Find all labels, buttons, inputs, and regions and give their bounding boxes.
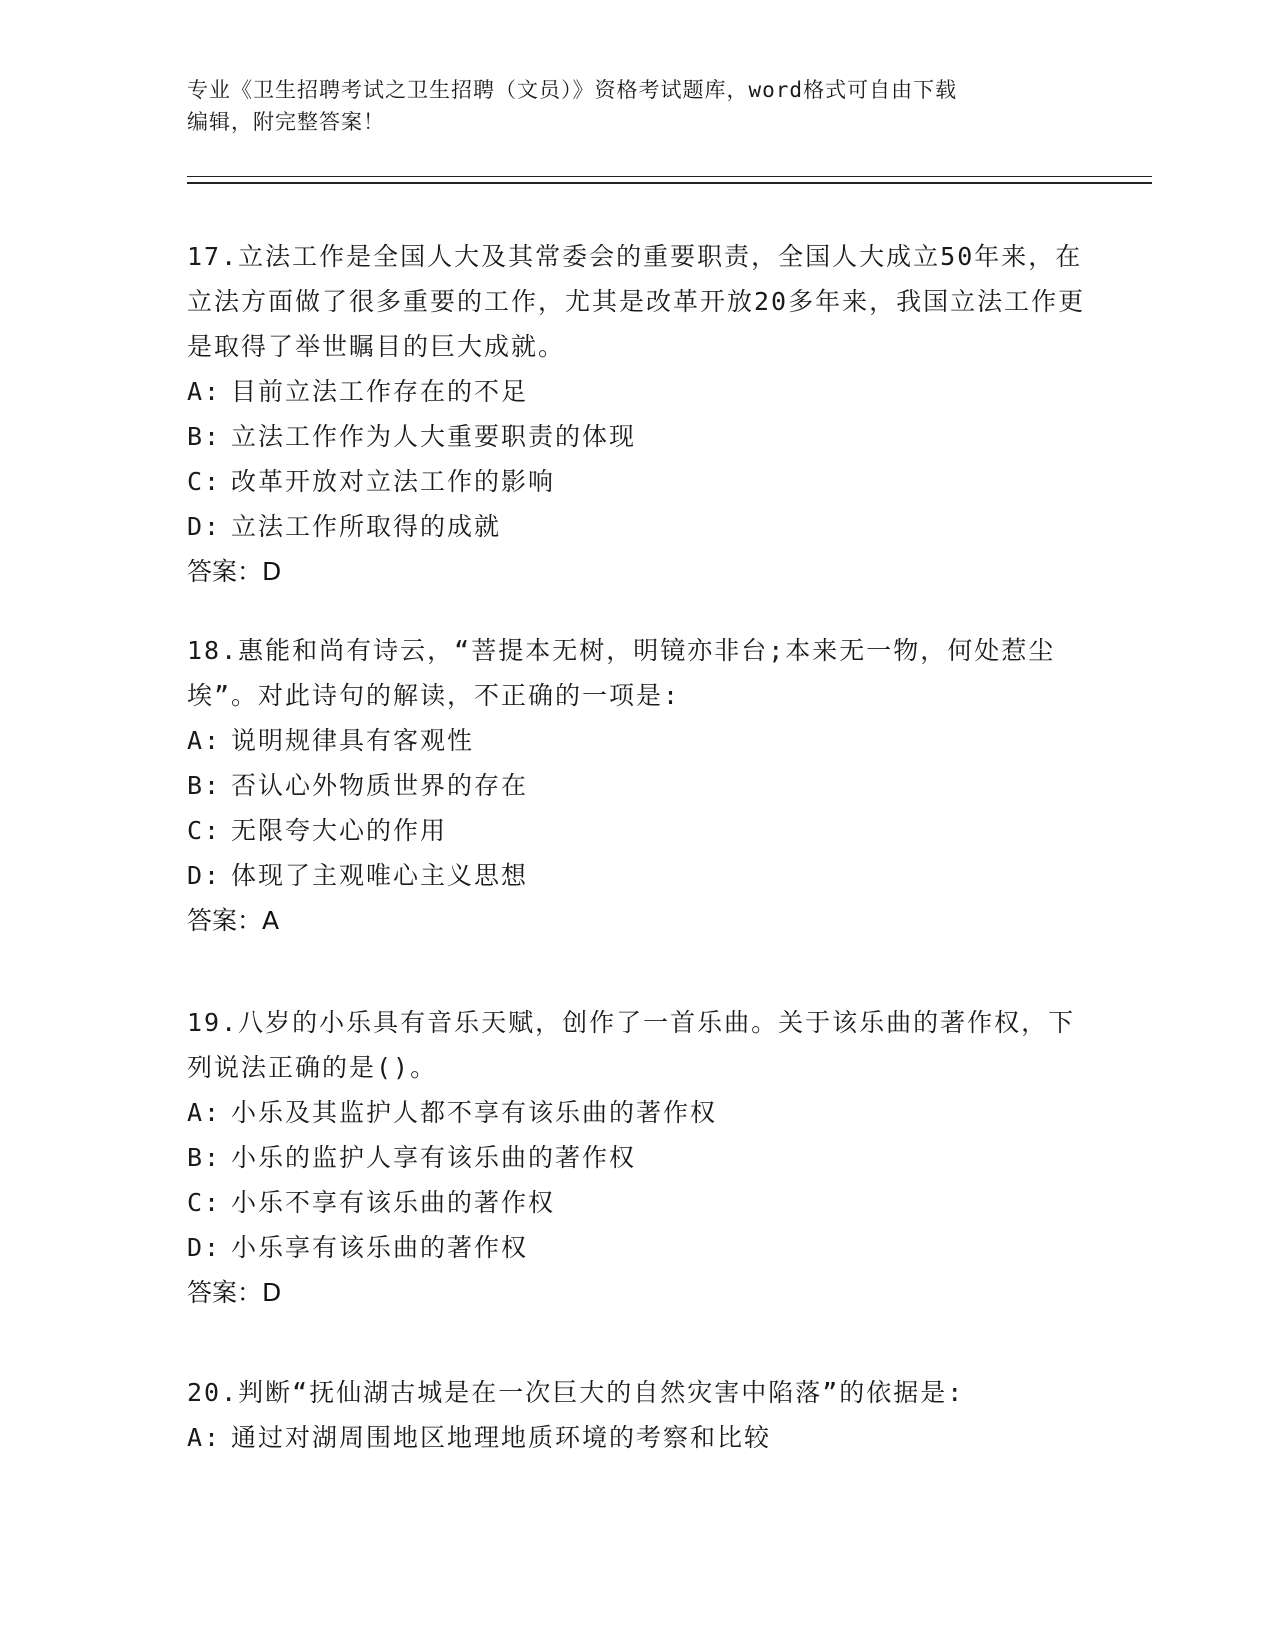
option-letter: B: <box>187 422 222 451</box>
option-text: 通过对湖周围地区地理地质环境的考察和比较 <box>231 1423 772 1452</box>
answer-label: 答案：D <box>187 557 282 586</box>
option-a <box>187 718 1087 763</box>
option-text: 小乐的监护人享有该乐曲的著作权 <box>231 1143 637 1172</box>
question-stem: 17.立法工作是全国人大及其常委会的重要职责，全国人大成立50年来，在立法方面做了很多重要的工作，尤其是改革开放20多年来，我国立法工作更是取得了举世瞩目的巨大成就。 <box>187 242 1086 361</box>
answer-label: 答案：D <box>187 1278 282 1307</box>
option-text: 改革开放对立法工作的影响 <box>231 467 556 496</box>
option-c <box>187 1180 1087 1225</box>
option-c <box>187 459 1087 504</box>
option-text: 小乐享有该乐曲的著作权 <box>231 1233 529 1262</box>
header-line-2: 编辑，附完整答案！ <box>187 110 385 134</box>
question-stem: 19.八岁的小乐具有音乐天赋，创作了一首乐曲。关于该乐曲的著作权，下列说法正确的是()。 <box>187 1008 1076 1082</box>
option-text: 体现了主观唯心主义思想 <box>231 861 529 890</box>
answer-label: 答案：A <box>187 906 280 935</box>
option-letter: C: <box>187 467 222 496</box>
option-letter: D: <box>187 1233 222 1262</box>
option-letter: B: <box>187 771 222 800</box>
option-a <box>187 369 1087 414</box>
option-letter: D: <box>187 861 222 890</box>
page-header <box>187 74 1087 138</box>
option-text: 说明规律具有客观性 <box>231 726 475 755</box>
option-text: 立法工作所取得的成就 <box>231 512 502 541</box>
question-17 <box>187 234 1087 594</box>
option-letter: A: <box>187 726 222 755</box>
header-line-1: 专业《卫生招聘考试之卫生招聘（文员）》资格考试题库，word格式可自由下载 <box>187 78 958 102</box>
option-letter: A: <box>187 377 222 406</box>
option-d <box>187 504 1087 549</box>
option-text: 小乐及其监护人都不享有该乐曲的著作权 <box>231 1098 718 1127</box>
question-stem: 20.判断“抚仙湖古城是在一次巨大的自然灾害中陷落”的依据是: <box>187 1378 965 1407</box>
option-b <box>187 763 1087 808</box>
option-c <box>187 808 1087 853</box>
option-text: 无限夸大心的作用 <box>231 816 448 845</box>
option-a <box>187 1090 1087 1135</box>
option-text: 否认心外物质世界的存在 <box>231 771 529 800</box>
option-letter: A: <box>187 1098 222 1127</box>
option-letter: C: <box>187 1188 222 1217</box>
option-a <box>187 1415 1087 1460</box>
question-20 <box>187 1370 1087 1460</box>
option-d <box>187 853 1087 898</box>
question-19 <box>187 1000 1087 1315</box>
header-divider <box>187 176 1152 184</box>
option-b <box>187 414 1087 459</box>
question-18 <box>187 628 1087 943</box>
option-d <box>187 1225 1087 1270</box>
option-text: 立法工作作为人大重要职责的体现 <box>231 422 637 451</box>
option-letter: A: <box>187 1423 222 1452</box>
question-stem: 18.惠能和尚有诗云，“菩提本无树，明镜亦非台;本来无一物，何处惹尘埃”。对此诗句的解读，不正确的一项是: <box>187 636 1056 710</box>
option-text: 目前立法工作存在的不足 <box>231 377 529 406</box>
option-letter: B: <box>187 1143 222 1172</box>
option-text: 小乐不享有该乐曲的著作权 <box>231 1188 556 1217</box>
option-b <box>187 1135 1087 1180</box>
option-letter: C: <box>187 816 222 845</box>
option-letter: D: <box>187 512 222 541</box>
